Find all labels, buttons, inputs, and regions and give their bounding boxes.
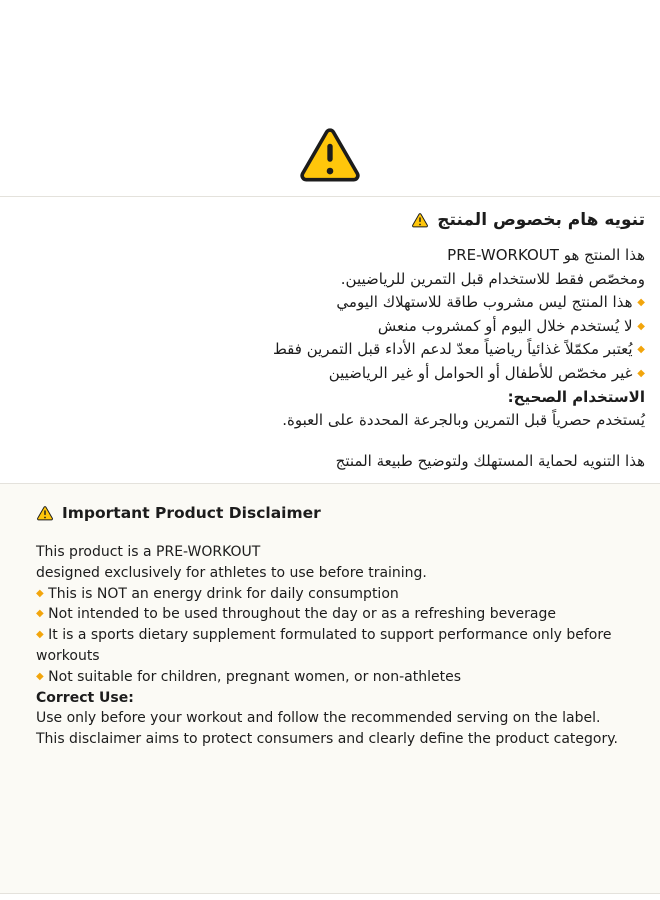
- warning-icon: [36, 505, 54, 521]
- arabic-intro-line-2: ومخصّص فقط للاستخدام قبل التمرين للرياضيين.: [340, 269, 645, 288]
- english-correct-use-text: Use only before your workout and follow the recommended serving on the label.: [36, 710, 601, 727]
- diamond-bullet-icon: ◆: [637, 297, 645, 309]
- diamond-bullet-icon: ◆: [36, 587, 44, 599]
- diamond-bullet-icon: ◆: [36, 629, 44, 641]
- bullet-text: Not suitable for children, pregnant women, or non-athletes: [48, 668, 461, 685]
- arabic-correct-use-text: يُستخدم حصرياً قبل التمرين وبالجرعة المحددة على العبوة.: [282, 411, 645, 430]
- warning-triangle-icon: [297, 124, 363, 184]
- diamond-bullet-icon: ◆: [637, 367, 645, 379]
- warning-icon: [411, 212, 429, 228]
- warning-banner: [0, 0, 660, 196]
- english-intro-line-1: This product is a PRE-WORKOUT: [36, 544, 261, 560]
- bullet-text: It is a sports dietary supplement formulated to support performance only before workouts: [36, 627, 612, 664]
- arabic-body: [15, 244, 645, 473]
- bullet-text: هذا المنتج ليس مشروب طاقة للاستهلاك اليومي: [336, 293, 633, 312]
- bullet-text: This is NOT an energy drink for daily consumption: [48, 585, 399, 602]
- diamond-bullet-icon: ◆: [637, 344, 645, 356]
- english-bullet-item: [36, 584, 636, 605]
- english-intro-line-2: designed exclusively for athletes to use before training.: [36, 564, 427, 581]
- english-bullet-item: [36, 667, 636, 688]
- arabic-section-heading: [15, 210, 645, 230]
- bullet-text: لا يُستخدم خلال اليوم أو كمشروب منعش: [377, 316, 633, 335]
- arabic-intro-line-1: هذا المنتج هو PRE-WORKOUT: [447, 246, 645, 264]
- arabic-footer-note: هذا التنويه لحماية المستهلك ولتوضيح طبيعة المنتج: [335, 451, 645, 470]
- arabic-bullet-item: [15, 315, 645, 339]
- bullet-text: Not intended to be used throughout the day or as a refreshing beverage: [48, 606, 556, 623]
- arabic-heading-text: تنويه هام بخصوص المنتج: [437, 210, 645, 230]
- arabic-bullet-item: [15, 291, 645, 315]
- bullet-text: يُعتبر مكمّلاً غذائياً رياضياً معدّ لدعم الأداء قبل التمرين فقط: [272, 340, 633, 359]
- arabic-correct-use-label: الاستخدام الصحيح:: [507, 387, 645, 406]
- diamond-bullet-icon: ◆: [36, 608, 44, 620]
- english-bullet-item: [36, 625, 636, 667]
- english-disclaimer-section: [0, 484, 660, 893]
- english-footer-note: This disclaimer aims to protect consumers and clearly define the product category.: [36, 731, 618, 748]
- diamond-bullet-icon: ◆: [637, 320, 645, 332]
- arabic-disclaimer-section: [0, 197, 660, 483]
- english-bullet-item: [36, 604, 636, 625]
- arabic-bullet-item: [15, 362, 645, 386]
- bullet-text: غير مخصّص للأطفال أو الحوامل أو غير الرياضيين: [328, 363, 633, 382]
- arabic-bullet-item: [15, 338, 645, 362]
- bottom-margin: [0, 894, 660, 900]
- english-heading-text: Important Product Disclaimer: [62, 504, 321, 522]
- diamond-bullet-icon: ◆: [36, 670, 44, 682]
- english-correct-use-label: Correct Use:: [36, 689, 134, 706]
- english-body: [36, 542, 636, 750]
- english-section-heading: [36, 504, 636, 522]
